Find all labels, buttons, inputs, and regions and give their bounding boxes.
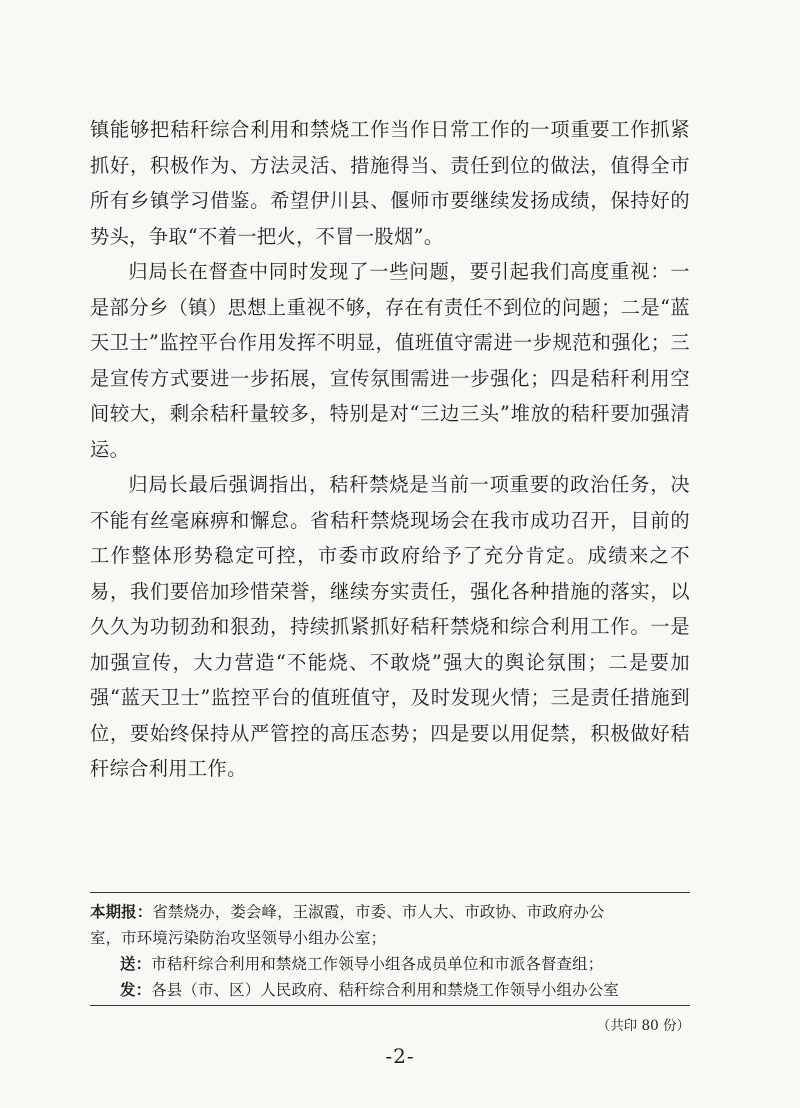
send-to-line [90,951,690,977]
issue-to-line [90,977,690,1003]
issue-to-text: 各县（市、区）人民政府、秸秆综合利用和禁烧工作领导小组办公室 [151,981,619,999]
paragraph-continuation: 镇能够把秸秆综合利用和禁烧工作当作日常工作的一项重要工作抓紧抓好，积极作为、方法灵活、措施得当、责任到位的做法，值得全市所有乡镇学习借鉴。希望伊川县、偃师市要继续发扬成绩，保持好的势头，争取“不着一把火，不冒一股烟”。 [90,118,690,248]
report-to-text: 省禁烧办，娄会峰，王淑霞，市委、市人大、市政协、市政府办公 [152,903,605,921]
page-number: -2- [385,1044,415,1068]
paragraph-conclusion: 归局长最后强调指出，秸秆禁烧是当前一项重要的政治任务，决不能有丝毫麻痹和懈怠。省秸秆禁烧现场会在我市成功召开，目前的工作整体形势稳定可控，市委市政府给予了充分肯定。成绩来之不易，我们要倍加珍惜荣誉，继续夯实责任，强化各种措施的落实，以久久为功韧劲和狠劲，持续抓紧抓好秸秆禁烧和综合利用工作。一是加强宣传，大力营造“不能烧、不敢烧”强大的舆论氛围；二是要加强“蓝天卫士”监控平台的值班值守，及时发现火情；三是责任措施到位，要始终保持从严管控的高压态势；四是要以用促禁，积极做好秸秆综合利用工作。 [90,473,690,780]
report-to-line-2: 室，市环境污染防治攻坚领导小组办公室； [90,929,387,947]
report-to-line [90,899,690,925]
send-to-label: 送： [120,955,152,973]
bottom-divider [90,1005,690,1006]
distribution-block [90,892,690,1006]
paragraph-problems: 归局长在督查中同时发现了一些问题，要引起我们高度重视：一是部分乡（镇）思想上重视不够，存在有责任不到位的问题；二是“蓝天卫士”监控平台作用发挥不明显，值班值守需进一步规范和强化；三是宣传方式要进一步拓展，宣传氛围需进一步强化；四是秸秆利用空间较大，剩余秸秆量较多，特别是对“三边三头”堆放的秸秆要加强清运。 [90,260,690,461]
issue-to-label: 发： [120,981,152,999]
send-to-text: 市秸秆综合利用和禁烧工作领导小组各成员单位和市派各督查组； [151,955,604,973]
copies-count: （共印 80 份） [596,1018,690,1034]
report-to-label: 本期报： [90,903,153,921]
body-text [90,112,690,787]
distribution-list [90,893,690,1005]
